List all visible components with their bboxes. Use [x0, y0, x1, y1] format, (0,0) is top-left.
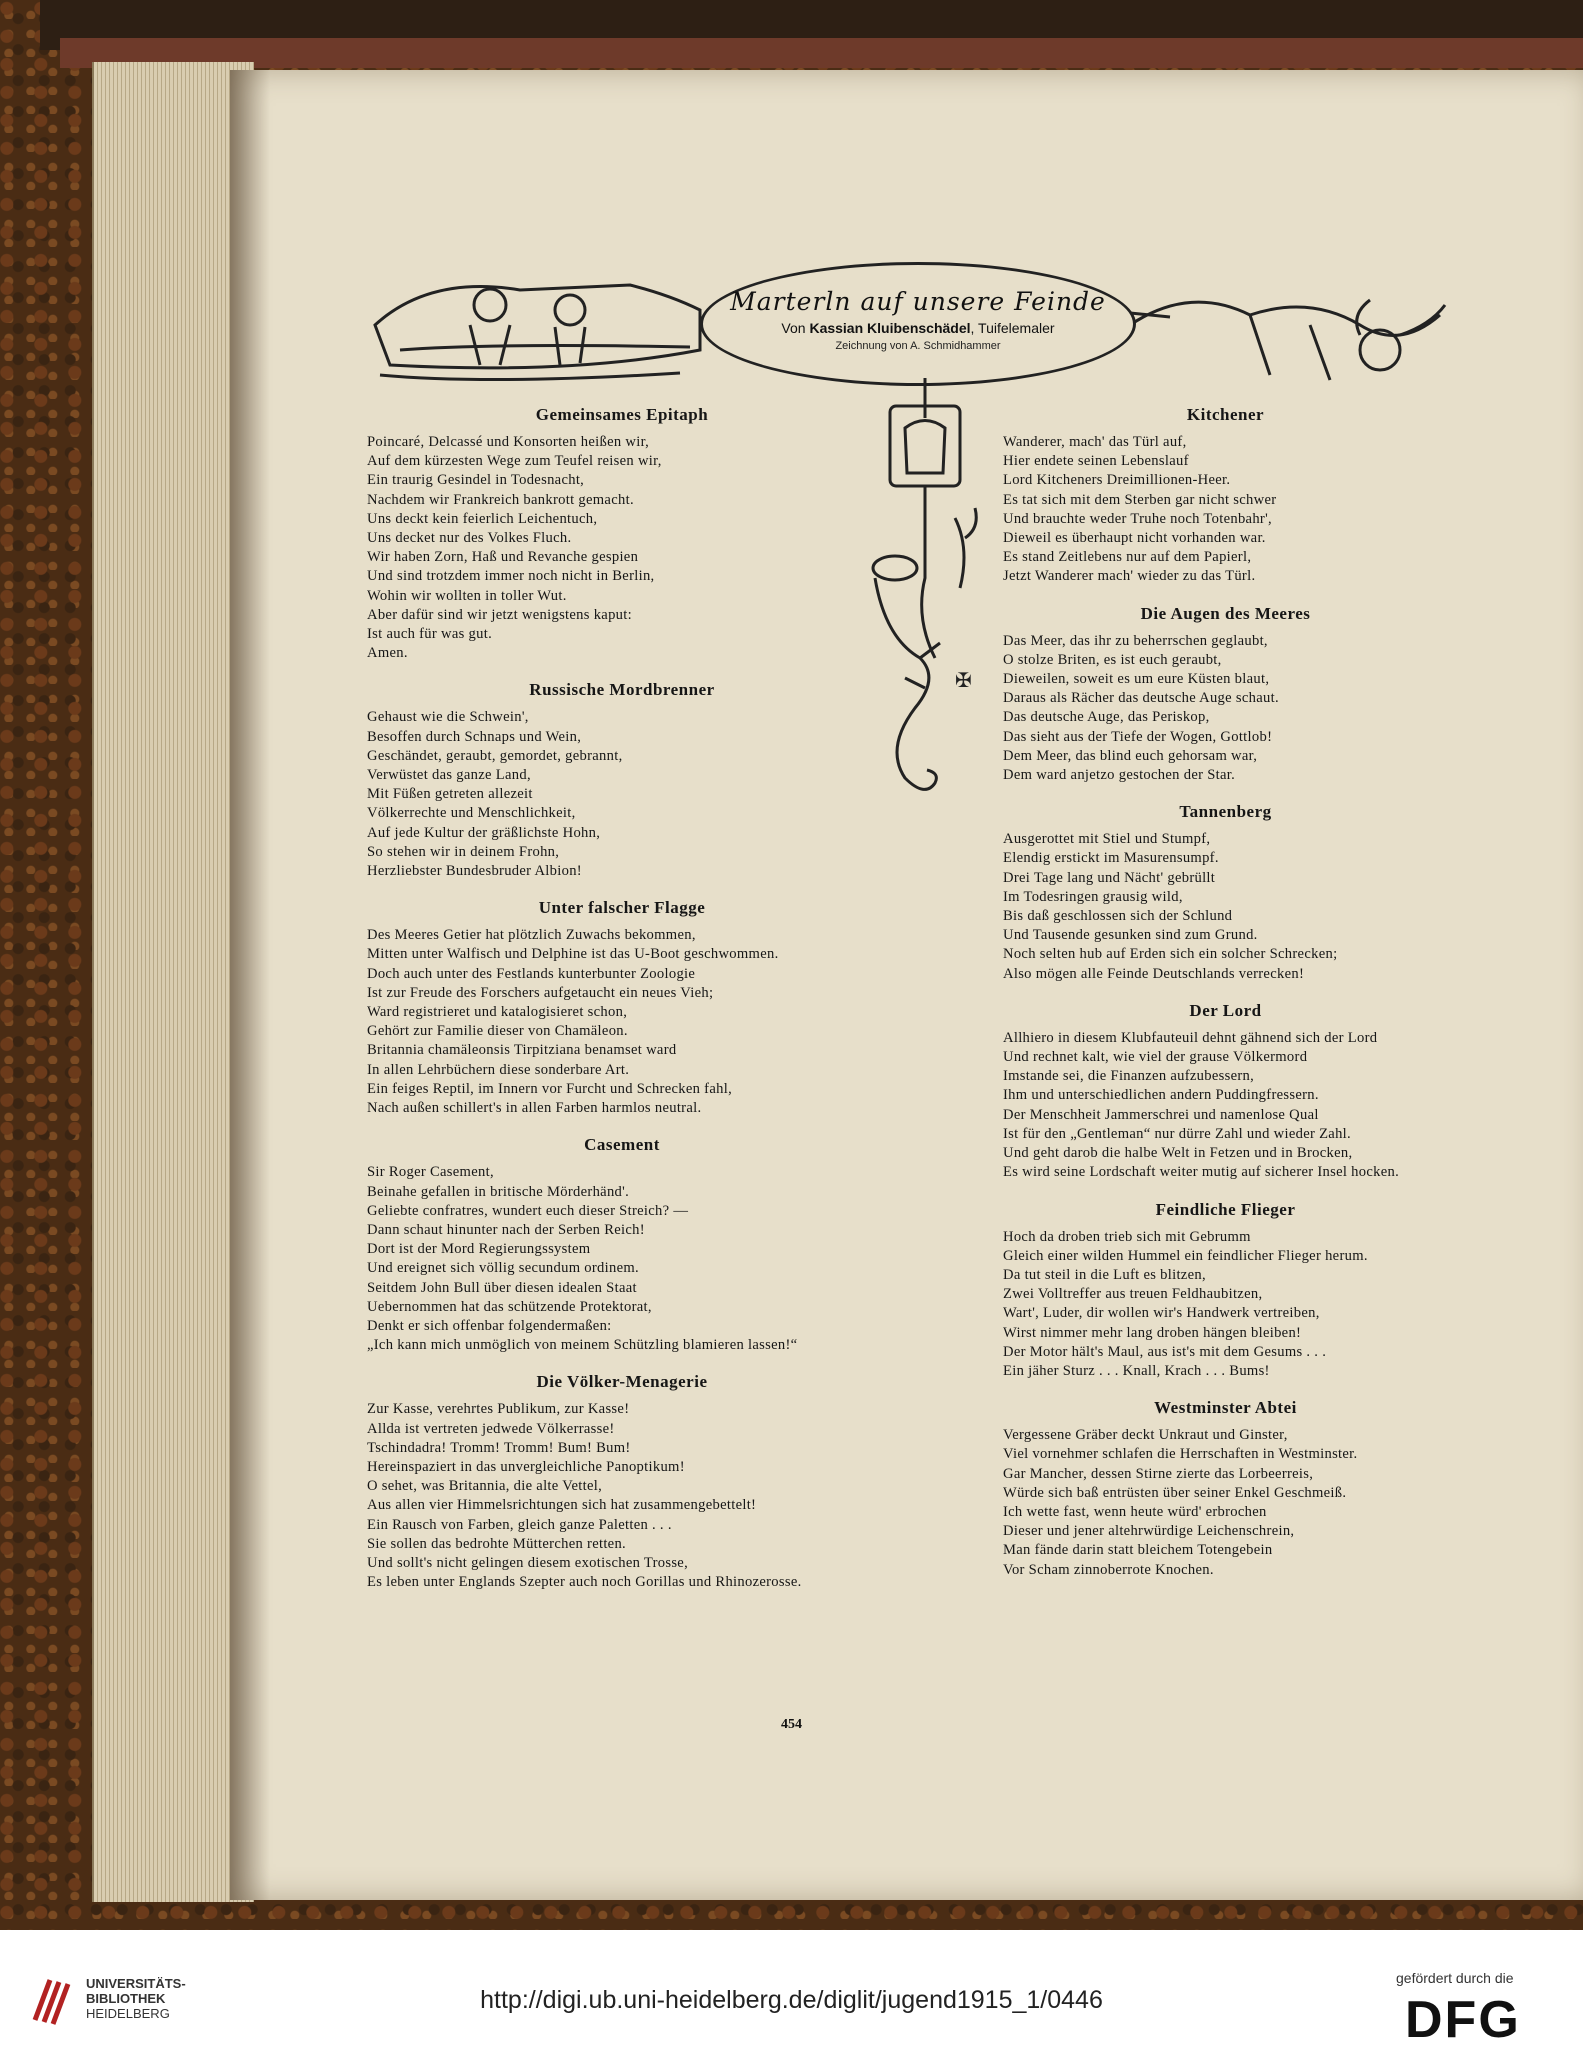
poem-line: Daraus als Rächer das deutsche Auge schaut.: [1003, 690, 1279, 707]
poem-line: Und brauchte weder Truhe noch Totenbahr',: [1003, 510, 1272, 527]
poem-line: Mit Füßen getreten allezeit: [367, 786, 533, 803]
poem-line: Bis daß geschlossen sich der Schlund: [1003, 908, 1233, 925]
dfg-logo: DFG: [1405, 1991, 1521, 2049]
poem-line: Das sieht aus der Tiefe der Wogen, Gottlob!: [1003, 728, 1273, 745]
poem-line: Allhiero in diesem Klubfauteuil dehnt gähnend sich der Lord: [1003, 1029, 1378, 1046]
poem-line: Und sind trotzdem immer noch nicht in Berlin,: [367, 568, 655, 585]
title-cartouche: [700, 262, 1136, 386]
poem-line: Das deutsche Auge, das Periskop,: [1003, 709, 1210, 726]
poem-line: Ein feiges Reptil, im Innern vor Furcht und Schrecken fahl,: [367, 1080, 733, 1097]
poem-line: Tschindadra! Tromm! Tromm! Bum! Bum!: [367, 1439, 631, 1456]
poem-line: Verwüstet das ganze Land,: [367, 767, 531, 784]
poem-line: Zwei Volltreffer aus treuen Feldhaubitzen,: [1003, 1286, 1263, 1303]
illustration-credit: Zeichnung von A. Schmidhammer: [835, 340, 1001, 352]
poem-line: Des Meeres Getier hat plötzlich Zuwachs bekommen,: [367, 927, 696, 944]
poem-line: Amen.: [367, 645, 408, 662]
poem-line: Wanderer, mach' das Türl auf,: [1003, 434, 1187, 450]
poem-line: Völkerrechte und Menschlichkeit,: [367, 805, 576, 822]
poem-title: Casement: [584, 1135, 660, 1155]
poem-line: Aus allen vier Himmelsrichtungen sich hat zusammengebettelt!: [367, 1497, 757, 1514]
poem-line: Elendig erstickt im Masurensumpf.: [1003, 850, 1219, 867]
poem-line: Dem Meer, das blind euch gehorsam war,: [1003, 747, 1258, 764]
author-prefix: Von: [781, 320, 806, 336]
poem-line: Poincaré, Delcassé und Konsorten heißen wir,: [367, 434, 650, 450]
poem-line: Wohin wir wollten in toller Wut.: [367, 587, 567, 604]
poem-line: Ein traurig Gesindel in Todesnacht,: [367, 472, 585, 489]
poem-line: Gleich einer wilden Hummel ein feindlicher Flieger herum.: [1003, 1247, 1368, 1264]
poem-title: Gemeinsames Epitaph: [535, 405, 709, 424]
document-url-link[interactable]: http://digi.ub.uni-heidelberg.de/diglit/jugend1915_1/0446: [480, 1986, 1103, 2014]
poem-line: Dieweilen, soweit es um eure Küsten blaut,: [1003, 671, 1270, 688]
author-role: , Tuifelemaler: [970, 320, 1055, 336]
poem-line: Dann schaut hinunter nach der Serben Reich!: [367, 1221, 645, 1238]
poem-line: Da tut steil in die Luft es blitzen,: [1003, 1266, 1206, 1283]
poem-line: Nachdem wir Frankreich bankrott gemacht.: [367, 491, 634, 508]
poem-line: Ihm und unterschiedlichen andern Puddingfressern.: [1003, 1087, 1319, 1104]
poem-spacer: [367, 881, 877, 897]
library-name-line2: BIBLIOTHEK: [86, 1991, 166, 2006]
poem-spacer: [1003, 1183, 1448, 1199]
poem-line: Herzliebster Bundesbruder Albion!: [367, 863, 582, 880]
poem-spacer: [367, 663, 877, 679]
poem-line: Aber dafür sind wir jetzt wenigstens kaput:: [367, 606, 632, 623]
author-name: Kassian Kluibenschädel: [809, 320, 971, 336]
poem-line: Und Tausende gesunken sind zum Grund.: [1003, 927, 1258, 944]
poem-line: Uebernommen hat das schützende Protektorat,: [367, 1298, 652, 1315]
poem-line: Vor Scham zinnoberrote Knochen.: [1003, 1561, 1214, 1578]
poem-line: Auf jede Kultur der gräßlichste Hohn,: [367, 824, 601, 841]
poem-line: Denkt er sich offenbar folgendermaßen:: [367, 1317, 612, 1334]
poem-line: Sie sollen das bedrohte Mütterchen retten.: [367, 1535, 626, 1552]
author-line: [703, 320, 1133, 336]
poem-line: Ich wette fast, wenn heute würd' erbrochen: [1003, 1503, 1267, 1520]
poem-line: Und ereignet sich völlig secundum ordinem.: [367, 1260, 639, 1277]
poem-line: O stolze Briten, es ist euch geraubt,: [1003, 651, 1222, 668]
poem-line: Wir haben Zorn, Haß und Revanche gespien: [367, 549, 639, 566]
poem-line: Ein Rausch von Farben, gleich ganze Paletten . . .: [367, 1516, 672, 1533]
poem-line: Und geht darob die halbe Welt in Fetzen und in Brocken,: [1003, 1145, 1353, 1162]
poem-line: Wart', Luder, dir wollen wir's Handwerk vertreiben,: [1003, 1305, 1320, 1322]
poem-title: Die Augen des Meeres: [1140, 603, 1311, 623]
poem-line: Nach außen schillert's in allen Farben harmlos neutral.: [367, 1100, 702, 1117]
poem-line: Und rechnet kalt, wie viel der grause Völkermord: [1003, 1049, 1308, 1066]
poem-line: Gehört zur Familie dieser von Chamäleon.: [367, 1023, 628, 1040]
poem-title: Unter falscher Flagge: [538, 898, 706, 918]
footer-bar: [0, 1930, 1583, 2062]
poem-line: Das Meer, das ihr zu beherrschen geglaubt,: [1003, 632, 1268, 649]
poem-line: Es leben unter Englands Szepter auch noch Gorillas und Rhinozerosse.: [367, 1574, 802, 1591]
poem-line: Ist auch für was gut.: [367, 626, 493, 643]
poem-line: Beinahe gefallen in britische Mörderhänd'.: [367, 1183, 630, 1200]
poem-title: Der Lord: [1189, 1000, 1262, 1020]
poem-spacer: [1003, 587, 1448, 603]
poem-line: In allen Lehrbüchern diese sonderbare Art.: [367, 1061, 630, 1078]
library-name-line3: HEIDELBERG: [86, 2006, 170, 2021]
poem-line: Uns deckt kein feierlich Leichentuch,: [367, 510, 598, 527]
poem-line: Der Menschheit Jammerschrei und namenlose Qual: [1003, 1106, 1319, 1123]
poem-line: Doch auch unter des Festlands kunterbunter Zoologie: [367, 965, 696, 982]
library-name-line1: UNIVERSITÄTS-: [86, 1976, 186, 1991]
poem-line: Geschändet, geraubt, gemordet, gebrannt,: [367, 747, 623, 764]
poem-line: Es wird seine Lordschaft weiter mutig auf sicherer Insel hocken.: [1003, 1164, 1400, 1181]
poem-line: Würde sich baß entrüsten über seiner Enkel Geschmeiß.: [1003, 1484, 1347, 1501]
right-column: [1003, 404, 1448, 1580]
poem-line: Lord Kitcheners Dreimillionen-Heer.: [1003, 472, 1231, 489]
poem-line: Der Motor hält's Maul, aus ist's mit dem Gesums . . .: [1003, 1343, 1327, 1360]
poem-line: Also mögen alle Feinde Deutschlands verrecken!: [1003, 965, 1305, 982]
poem-line: Drei Tage lang und Nächt' gebrüllt: [1003, 869, 1216, 886]
poem-line: Dieweil es überhaupt nicht vorhanden war.: [1003, 530, 1266, 547]
poem-line: Hoch da droben trieb sich mit Gebrumm: [1003, 1228, 1251, 1245]
poem-spacer: [1003, 1381, 1448, 1397]
poem-line: Hier endete seinen Lebenslauf: [1003, 453, 1189, 470]
poem-line: O sehet, was Britannia, die alte Vettel,: [367, 1478, 603, 1495]
poem-line: Hereinspaziert in das unvergleichliche Panoptikum!: [367, 1458, 685, 1475]
poem-line: Im Todesringen grausig wild,: [1003, 888, 1183, 905]
page-number: 454: [781, 1717, 802, 1732]
poem-line: Viel vornehmer schlafen die Herrschaften in Westminster.: [1003, 1446, 1358, 1463]
poem-title: Russische Mordbrenner: [529, 680, 715, 700]
poem-line: Auf dem kürzesten Wege zum Teufel reisen wir,: [367, 453, 662, 470]
poem-title: Tannenberg: [1179, 802, 1272, 822]
left-column: [367, 404, 877, 1592]
poem-line: Gar Mancher, dessen Stirne zierte das Lorbeerreis,: [1003, 1465, 1314, 1482]
poem-line: Allda ist vertreten jedwede Völkerrasse!: [367, 1420, 615, 1437]
poem-title: Westminster Abtei: [1154, 1398, 1297, 1418]
poem-line: Ausgerottet mit Stiel und Stumpf,: [1003, 831, 1211, 848]
coffin-drawing: [375, 285, 700, 368]
poem-line: Dem ward anjetzo gestochen der Star.: [1003, 767, 1236, 784]
poem-line: Dieser und jener altehrwürdige Leichenschrein,: [1003, 1523, 1295, 1540]
poem-line: Ein jäher Sturz . . . Knall, Krach . . . Bums!: [1003, 1362, 1270, 1379]
poem-line: Imstande sei, die Finanzen aufzubessern,: [1003, 1068, 1255, 1085]
poem-title: Kitchener: [1186, 405, 1265, 424]
poem-line: „Ich kann mich unmöglich von meinem Schützling blamieren lassen!“: [367, 1337, 798, 1354]
poem-line: Zur Kasse, verehrtes Publikum, zur Kasse!: [367, 1401, 630, 1418]
poem-line: Geliebte confratres, wundert euch dieser Streich? —: [367, 1202, 689, 1219]
poem-line: Dort ist der Mord Regierungssystem: [367, 1241, 591, 1258]
book-cloth-edge: [60, 38, 1583, 68]
poem-line: Sir Roger Casement,: [367, 1164, 494, 1181]
poem-line: Noch selten hub auf Erden sich ein solcher Schrecken;: [1003, 946, 1338, 963]
poem-line: So stehen wir in deinem Frohn,: [367, 843, 560, 860]
monogram-mark: ✠: [955, 668, 972, 692]
poem-line: Man fände darin statt bleichem Totengebein: [1003, 1542, 1273, 1559]
poem-line: Es stand Zeitlebens nur auf dem Papierl,: [1003, 549, 1252, 566]
page-gutter-shadow: [230, 70, 270, 1900]
poem-line: Uns decket nur des Volkes Fluch.: [367, 530, 572, 547]
poem-line: Wirst nimmer mehr lang droben hängen bleiben!: [1003, 1324, 1302, 1341]
poem-line: Vergessene Gräber deckt Unkraut und Ginster,: [1003, 1427, 1288, 1444]
poem-spacer: [367, 1118, 877, 1134]
poem-line: Gehaust wie die Schwein',: [367, 709, 529, 726]
poem-line: Besoffen durch Schnaps und Wein,: [367, 728, 582, 745]
poem-spacer: [367, 1355, 877, 1371]
poem-line: Seitdem John Bull über diesen idealen Staat: [367, 1279, 637, 1296]
poem-line: Britannia chamäleonsis Tirpitziana benamset ward: [367, 1042, 677, 1059]
poem-line: Ist zur Freude des Forschers aufgetaucht ein neues Vieh;: [367, 984, 714, 1001]
poem-line: Jetzt Wanderer mach' wieder zu das Türl.: [1003, 568, 1256, 585]
funding-caption: gefördert durch die: [1396, 1970, 1514, 1986]
poem-spacer: [1003, 785, 1448, 801]
poem-line: Es tat sich mit dem Sterben gar nicht schwer: [1003, 491, 1277, 508]
poem-line: Und sollt's nicht gelingen diesem exotischen Trosse,: [367, 1554, 689, 1571]
devil-drawing: [1130, 302, 1440, 380]
poem-line: Ist für den „Gentleman“ nur dürre Zahl und wieder Zahl.: [1003, 1125, 1351, 1142]
poem-line: Ward registrieret und katalogisieret schon,: [367, 1004, 628, 1021]
page-title: Marterln auf unsere Feinde: [730, 287, 1106, 316]
poem-line: Mitten unter Walfisch und Delphine ist das U-Boot geschwommen.: [367, 946, 779, 963]
poem-title: Feindliche Flieger: [1155, 1199, 1296, 1219]
poem-title: Die Völker-Menagerie: [536, 1372, 708, 1392]
poem-spacer: [1003, 984, 1448, 1000]
